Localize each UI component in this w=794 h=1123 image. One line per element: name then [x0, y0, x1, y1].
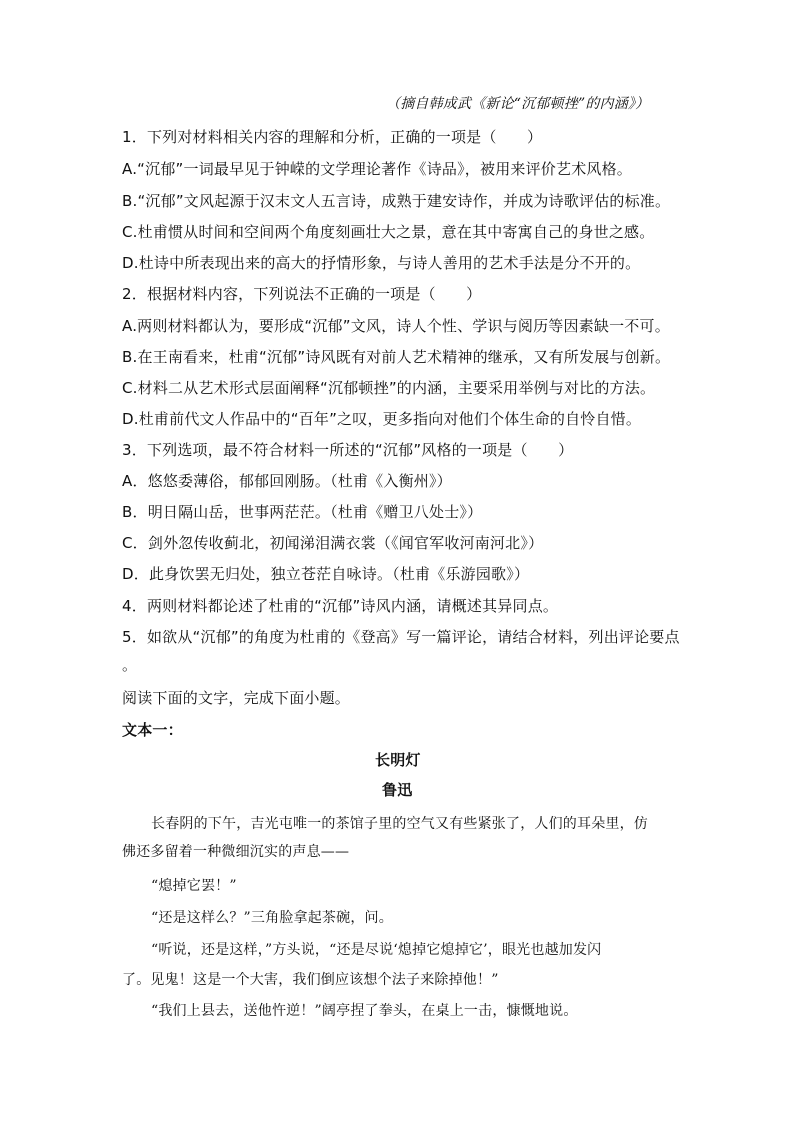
- question-1-option-b: B.“沉郁”文风起源于汉末文人五言诗，成熟于建安诗作，并成为诗歌评估的标准。: [122, 192, 671, 210]
- question-1-option-c: C.杜甫惯从时间和空间两个角度刻画壮大之景，意在其中寄寓自己的身世之感。: [122, 223, 655, 241]
- reading-instruction: 阅读下面的文字，完成下面小题。: [122, 689, 351, 707]
- story-title: 长明灯: [375, 751, 421, 769]
- text-one-label: 文本一：: [122, 721, 183, 739]
- question-1-option-d: D.杜诗中所表现出来的高大的抒情形象，与诗人善用的艺术手法是分不开的。: [122, 254, 641, 272]
- question-2-option-d: D.杜甫前代文人作品中的“百年”之叹，更多指向对他们个体生命的自怜自惜。: [122, 410, 642, 428]
- question-3-option-a: A．悠悠委薄俗，郁郁回刚肠。（杜甫《入衡州》）: [122, 472, 452, 490]
- question-2-option-b: B.在王南看来，杜甫“沉郁”诗风既有对前人艺术精神的继承，又有所发展与创新。: [122, 348, 671, 366]
- story-paragraph-1-line-1: 长春阴的下午，吉光屯唯一的茶馆子里的空气又有些紧张了，人们的耳朵里，仿: [151, 816, 648, 832]
- source-citation: （摘自韩成武《新论“沉郁顿挫”的内涵》）: [386, 96, 650, 112]
- story-paragraph-4-line-2: 了。见鬼！这是一个大害，我们倒应该想个法子来除掉他！”: [122, 972, 499, 988]
- question-3-option-b: B．明日隔山岳，世事两茫茫。（杜甫《赠卫八处士》）: [122, 503, 483, 521]
- story-paragraph-5: “我们上县去，送他忤逆！”阔亭捏了拳头，在桌上一击，慷慨地说。: [151, 1003, 578, 1019]
- question-3-stem: 3．下列选项，最不符合材料一所述的“沉郁”风格的一项是（ ）: [122, 441, 574, 459]
- story-paragraph-4-line-1: “听说，还是这样，”方头说，“还是尽说‘熄掉它熄掉它’，眼光也越加发闪: [151, 942, 602, 958]
- question-1-option-a: A.“沉郁”一词最早见于钟嵘的文学理论著作《诗品》，被用来评价艺术风格。: [122, 160, 633, 178]
- story-paragraph-3: “还是这样么？”三角脸拿起茶碗，问。: [151, 910, 393, 926]
- story-author: 鲁迅: [382, 781, 413, 799]
- question-1-stem: 1．下列对材料相关内容的理解和分析，正确的一项是（ ）: [122, 128, 543, 146]
- story-paragraph-2: “熄掉它罢！”: [151, 878, 237, 894]
- question-5-line-2: 。: [122, 656, 138, 674]
- question-3-option-c: C．剑外忽传收蓟北，初闻涕泪满衣裳（《闻官军收河南河北》）: [122, 534, 544, 552]
- question-2-option-a: A.两则材料都认为，要形成“沉郁”文风，诗人个性、学识与阅历等因素缺一不可。: [122, 317, 670, 335]
- question-3-option-d: D．此身饮罢无归处，独立苍茫自咏诗。（杜甫《乐游园歌》）: [122, 565, 530, 583]
- question-2-option-c: C.材料二从艺术形式层面阐释“沉郁顿挫”的内涵，主要采用举例与对比的方法。: [122, 379, 656, 397]
- question-5-line-1: 5．如欲从“沉郁”的角度为杜甫的《登高》写一篇评论，请结合材料，列出评论要点: [122, 628, 680, 646]
- story-paragraph-1-line-2: 佛还多留着一种微细沉实的声息——: [122, 844, 350, 860]
- question-4: 4．两则材料都论述了杜甫的“沉郁”诗风内涵，请概述其异同点。: [122, 597, 559, 615]
- question-2-stem: 2．根据材料内容，下列说法不正确的一项是（ ）: [122, 285, 482, 303]
